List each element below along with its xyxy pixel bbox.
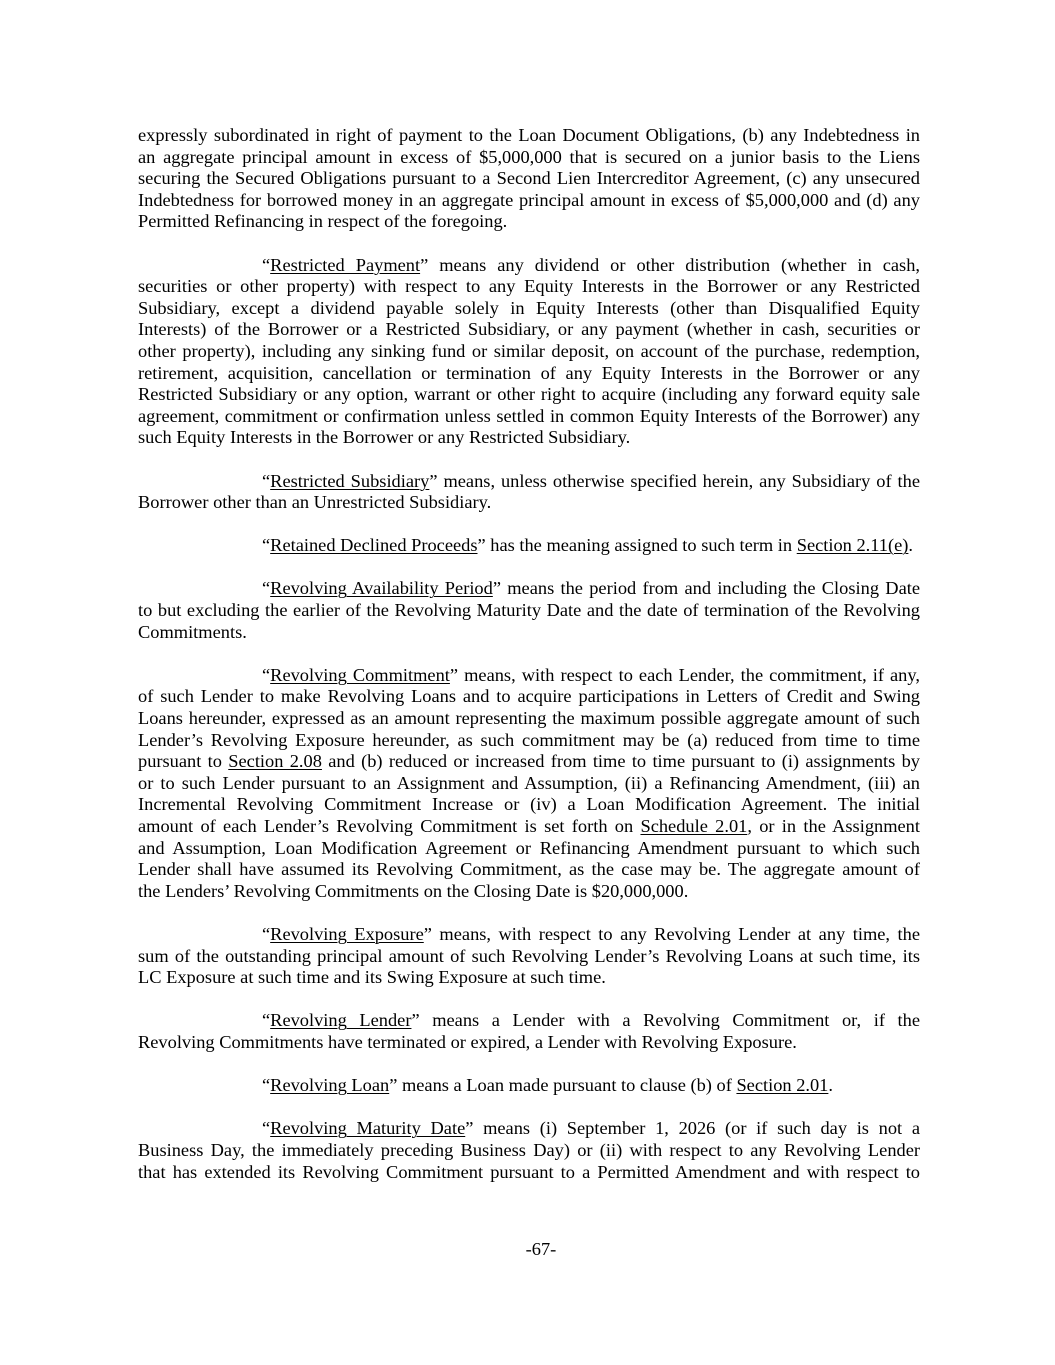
- text-run: and Assumption, Loan Modification Agreement or Refinancing Amendment pursuant to which such: [138, 837, 920, 858]
- text-run: , or in the Assignment: [747, 816, 920, 836]
- text-run: Interests) of the Borrower or a Restricted Subsidiary, or any payment (whether in cash, securities or: [138, 319, 920, 340]
- definition-paragraph: [138, 1118, 920, 1183]
- text-line: [138, 665, 920, 687]
- text-run: “: [262, 923, 271, 944]
- text-run: LC Exposure at such time and its Swing Exposure at such time.: [138, 967, 606, 988]
- defined-term: Revolving Maturity Date: [270, 1118, 466, 1139]
- cross-reference: Section 2.01: [736, 1075, 829, 1096]
- text-run: amount of each Lender’s Revolving Commitment is set forth on: [138, 816, 641, 836]
- defined-term: Revolving Exposure: [270, 923, 424, 944]
- definition-paragraph: [138, 1010, 920, 1053]
- text-run: “: [262, 254, 271, 275]
- text-run: “: [262, 664, 271, 685]
- text-line: [138, 298, 920, 320]
- text-run: expressly subordinated in right of payment to the Loan Document Obligations, (b) any Indebtedness in: [138, 125, 920, 145]
- text-line: [138, 125, 920, 147]
- text-line: [138, 578, 920, 600]
- text-run: Subsidiary, except a dividend payable solely in Equity Interests (other than Disqualified Equity: [138, 297, 920, 318]
- text-run: Indebtedness for borrowed money in an aggregate principal amount in excess of $5,000,000 and (d) any: [138, 189, 920, 210]
- text-run: the Lenders’ Revolving Commitments on the Closing Date is $20,000,000.: [138, 880, 689, 901]
- cross-reference: Section 2.08: [228, 751, 322, 772]
- text-run: pursuant to: [138, 751, 229, 772]
- text-line: [138, 622, 920, 644]
- text-line: [138, 471, 920, 493]
- text-line: [138, 946, 920, 968]
- text-run: “: [262, 1075, 271, 1096]
- defined-term: Restricted Subsidiary: [270, 470, 430, 491]
- text-run: of such Lender to make Revolving Loans and to acquire participations in Letters of Credit and Swing: [138, 686, 920, 707]
- text-run: agreement, commitment or confirmation unless settled in common Equity Interests of the Borrower) any: [138, 405, 920, 426]
- text-run: Commitments.: [138, 621, 247, 642]
- text-run: to but excluding the earlier of the Revolving Maturity Date and the date of termination of the Revolving: [138, 600, 920, 621]
- text-run: “: [262, 470, 271, 491]
- text-line: [138, 1075, 920, 1097]
- definition-paragraph: [138, 578, 920, 643]
- defined-term: Revolving Availability Period: [270, 578, 493, 599]
- text-line: [138, 751, 920, 773]
- text-line: [138, 319, 920, 341]
- definition-paragraph: [138, 665, 920, 903]
- text-line: [138, 168, 920, 190]
- text-run: “: [262, 1010, 271, 1031]
- text-run: and (b) reduced or increased from time to time pursuant to (i) assignments by: [321, 751, 920, 772]
- text-line: [138, 1032, 920, 1054]
- text-run: ” means the period from and including the Closing Date: [492, 578, 921, 599]
- text-line: [138, 794, 920, 816]
- definition-paragraph: [138, 1075, 920, 1097]
- text-line: [138, 1118, 920, 1140]
- text-line: [138, 686, 920, 708]
- document-body: [138, 125, 920, 1183]
- defined-term: Revolving Commitment: [270, 664, 450, 685]
- text-run: ” has the meaning assigned to such term in: [477, 535, 797, 556]
- text-line: [138, 427, 920, 449]
- text-line: [138, 190, 920, 212]
- text-run: retirement, acquisition, cancellation or termination of any Equity Interests in the Borrower or any: [138, 362, 920, 383]
- text-line: [138, 363, 920, 385]
- text-run: sum of the outstanding principal amount of such Revolving Lender’s Revolving Loans at such time, its: [138, 945, 920, 966]
- text-run: Permitted Refinancing in respect of the foregoing.: [138, 211, 508, 232]
- text-run: ” means a Lender with a Revolving Commitment or, if the: [411, 1010, 920, 1031]
- text-run: Loans hereunder, expressed as an amount representing the maximum possible aggregate amount of such: [138, 708, 920, 729]
- text-run: Business Day, the immediately preceding Business Day) or (ii) with respect to any Revolving Lender: [138, 1139, 920, 1160]
- text-line: [138, 492, 920, 514]
- text-line: [138, 1140, 920, 1162]
- text-line: [138, 147, 920, 169]
- text-line: [138, 384, 920, 406]
- text-line: [138, 211, 920, 233]
- text-line: [138, 924, 920, 946]
- text-run: Restricted Subsidiary or any option, warrant or other right to acquire (including any forward equity sale: [138, 384, 920, 405]
- text-run: or to such Lender pursuant to an Assignment and Assumption, (ii) a Refinancing Amendment, (iii) an: [138, 772, 920, 793]
- text-run: securing the Secured Obligations pursuant to a Second Lien Intercreditor Agreement, (c) any unsecured: [138, 168, 920, 189]
- text-line: [138, 255, 920, 277]
- text-line: [138, 859, 920, 881]
- text-line: [138, 406, 920, 428]
- text-line: [138, 708, 920, 730]
- text-line: [138, 967, 920, 989]
- text-run: “: [262, 535, 271, 556]
- text-run: an aggregate principal amount in excess of $5,000,000 that is secured on a junior basis to the Liens: [138, 146, 920, 167]
- text-run: Lender’s Revolving Exposure hereunder, as such commitment may be (a) reduced from time to time: [138, 729, 920, 750]
- text-run: Borrower other than an Unrestricted Subsidiary.: [138, 492, 492, 513]
- text-run: “: [262, 1118, 271, 1139]
- text-line: [138, 881, 920, 903]
- text-run: that has extended its Revolving Commitment pursuant to a Permitted Amendment and with respect to: [138, 1161, 920, 1182]
- text-line: [138, 816, 920, 838]
- text-line: [138, 341, 920, 363]
- definition-paragraph: [138, 255, 920, 449]
- continued-paragraph: [138, 125, 920, 233]
- text-run: .: [908, 535, 914, 556]
- text-run: ” means a Loan made pursuant to clause (b) of: [389, 1075, 737, 1096]
- definition-paragraph: [138, 535, 920, 557]
- text-run: Incremental Revolving Commitment Increase or (iv) a Loan Modification Agreement. The initial: [138, 794, 920, 815]
- text-run: ” means any dividend or other distribution (whether in cash,: [420, 254, 920, 275]
- text-run: ” means, with respect to any Revolving Lender at any time, the: [423, 923, 920, 944]
- text-line: [138, 535, 920, 557]
- text-run: Lender shall have assumed its Revolving Commitment, as the case may be. The aggregate amount of: [138, 859, 920, 880]
- defined-term: Restricted Payment: [270, 254, 421, 275]
- text-run: Revolving Commitments have terminated or expired, a Lender with Revolving Exposure.: [138, 1031, 797, 1052]
- defined-term: Revolving Loan: [270, 1075, 390, 1096]
- text-run: ” means (i) September 1, 2026 (or if such day is not a: [465, 1118, 920, 1139]
- text-run: ” means, unless otherwise specified herein, any Subsidiary of the: [429, 470, 920, 491]
- text-run: .: [828, 1075, 833, 1096]
- text-line: [138, 730, 920, 752]
- text-line: [138, 838, 920, 860]
- defined-term: Revolving Lender: [270, 1010, 412, 1031]
- text-line: [138, 773, 920, 795]
- cross-reference: Schedule 2.01: [640, 816, 748, 836]
- text-run: securities or other property) with respect to any Equity Interests in the Borrower or any Restricted: [138, 276, 920, 297]
- definition-paragraph: [138, 924, 920, 989]
- text-run: “: [262, 578, 271, 599]
- text-line: [138, 276, 920, 298]
- text-line: [138, 1162, 920, 1184]
- defined-term: Retained Declined Proceeds: [270, 535, 478, 556]
- text-run: other property), including any sinking fund or similar deposit, on account of the purchase, redemption,: [138, 340, 920, 361]
- page-number: -67-: [525, 1239, 557, 1259]
- text-run: ” means, with respect to each Lender, the commitment, if any,: [449, 664, 920, 685]
- definition-paragraph: [138, 471, 920, 514]
- text-line: [138, 1010, 920, 1032]
- text-line: [138, 600, 920, 622]
- cross-reference: Section 2.11(e): [796, 535, 909, 556]
- text-run: such Equity Interests in the Borrower or any Restricted Subsidiary.: [138, 427, 631, 448]
